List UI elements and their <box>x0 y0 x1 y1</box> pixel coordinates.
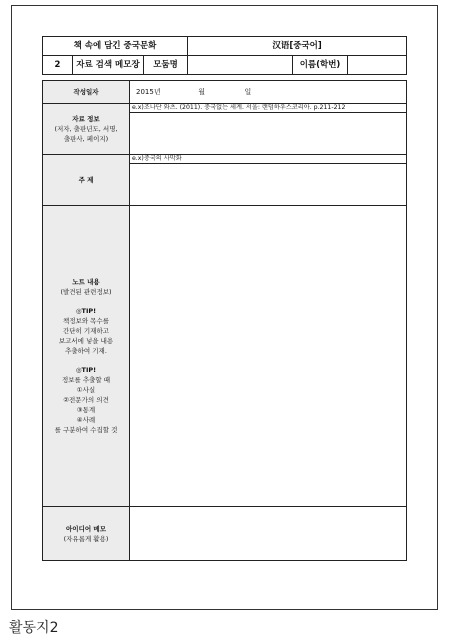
date-field[interactable] <box>130 81 407 104</box>
date-day: 일 <box>244 88 252 96</box>
group-name-field[interactable] <box>188 56 293 75</box>
idea-label: 아이디어 메모 (자유롭게 활용) <box>43 507 130 561</box>
topic-field[interactable] <box>130 155 407 206</box>
form-title: 자료 검색 메모장 <box>73 56 144 75</box>
name-label: 이름(학번) <box>293 56 348 75</box>
topic-example: e.x)중국의 사막화 <box>130 155 406 164</box>
header-table <box>42 36 407 75</box>
date-month: 월 <box>198 88 205 96</box>
source-field[interactable] <box>130 104 407 155</box>
date-year: 2015년 <box>136 88 161 96</box>
idea-field[interactable] <box>130 507 407 561</box>
name-id-field[interactable] <box>348 56 407 75</box>
source-example: e.x)조나단 와츠. (2011). 중국없는 세계. 서울: 랜덤하우스코리아. p.211-212 <box>130 104 406 113</box>
memo-table <box>42 80 407 561</box>
form-number: 2 <box>43 56 73 75</box>
book-title: 책 속에 담긴 중국문화 <box>43 37 188 56</box>
group-label: 모둠명 <box>144 56 188 75</box>
date-label: 작성일자 <box>43 81 130 104</box>
activity-sheet-label: 활동지2 <box>9 620 59 636</box>
source-label: 자료 정보 (저자, 출판년도, 서명, 출판사, 페이지) <box>43 104 130 155</box>
notes-label: 노트 내용 (발견된 관련정보) ◎TIP! 책정보와 목수를 간단히 기재하고 보고서에 넣을 내용 추출하여 기재. ◎TIP! 정보를 추출할 때 ①사실 ②전문가의 의견 ③통계 ④사례 를 구분하여 수집할 것 <box>43 206 130 507</box>
subject-title: 汉语[중국어] <box>188 37 407 56</box>
notes-field[interactable] <box>130 206 407 507</box>
topic-label: 주 제 <box>43 155 130 206</box>
